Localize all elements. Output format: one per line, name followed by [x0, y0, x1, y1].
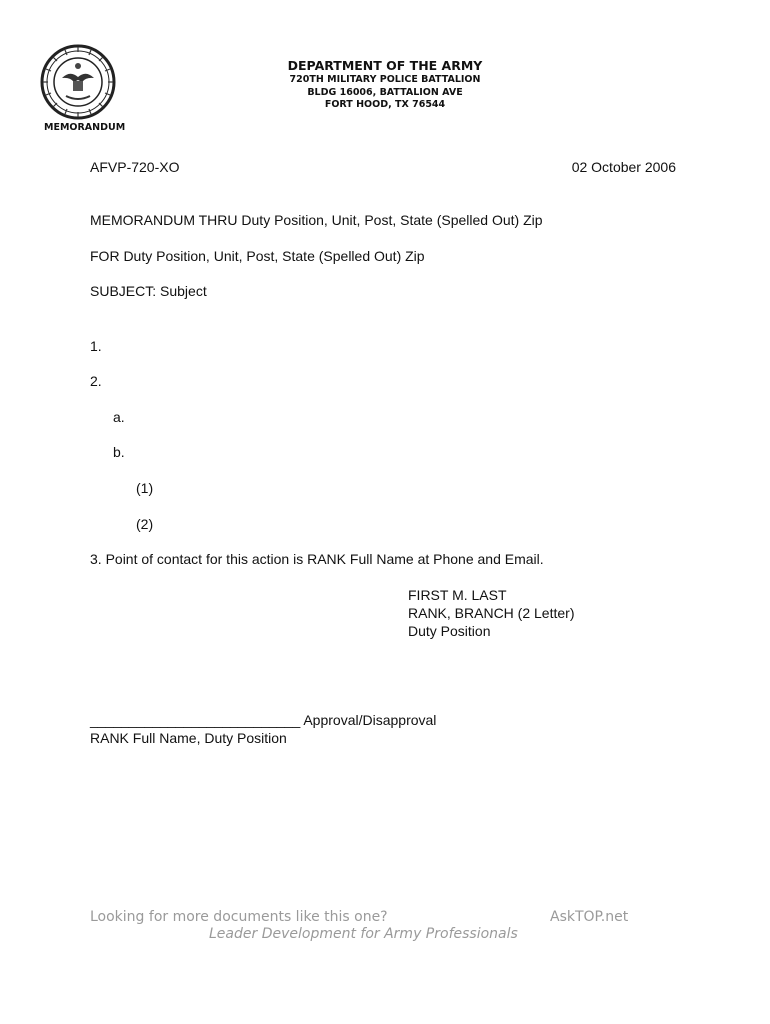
paragraph-2b1: (1) — [136, 480, 154, 496]
paragraph-2: 2. — [90, 373, 102, 389]
subject-line: SUBJECT: Subject — [90, 283, 207, 299]
footer-site-link[interactable]: AskTOP.net — [550, 909, 629, 925]
paragraph-2b2: (2) — [136, 516, 154, 532]
unit-address: BLDG 16006, BATTALION AVE — [307, 87, 463, 98]
paragraph-1: 1. — [90, 338, 102, 354]
paragraph-2b: b. — [113, 444, 125, 460]
footer-tagline: Leader Development for Army Professionals — [209, 926, 518, 942]
paragraph-3-poc: 3. Point of contact for this action is RANK Full Name at Phone and Email. — [90, 551, 544, 567]
signature-name: FIRST M. LAST — [408, 587, 507, 603]
approver-name: RANK Full Name, Duty Position — [90, 730, 287, 746]
memorandum-for-line: FOR Duty Position, Unit, Post, State (Spelled Out) Zip — [90, 248, 425, 264]
department-of-defense-seal-icon — [40, 44, 116, 120]
signature-rank-branch: RANK, BRANCH (2 Letter) — [408, 605, 575, 621]
unit-name: 720TH MILITARY POLICE BATTALION — [289, 74, 481, 85]
signature-position: Duty Position — [408, 623, 491, 639]
office-symbol: AFVP-720-XO — [90, 159, 180, 175]
unit-city: FORT HOOD, TX 76544 — [324, 99, 446, 110]
department-heading: DEPARTMENT OF THE ARMY — [287, 58, 483, 73]
approval-line: ___________________________ Approval/Disapproval — [90, 712, 437, 728]
paragraph-2a: a. — [113, 409, 125, 425]
footer-prompt: Looking for more documents like this one? — [90, 909, 388, 925]
memo-date: 02 October 2006 — [571, 159, 676, 175]
memorandum-tag: MEMORANDUM — [44, 122, 126, 133]
memorandum-thru-line: MEMORANDUM THRU Duty Position, Unit, Post, State (Spelled Out) Zip — [90, 212, 543, 228]
